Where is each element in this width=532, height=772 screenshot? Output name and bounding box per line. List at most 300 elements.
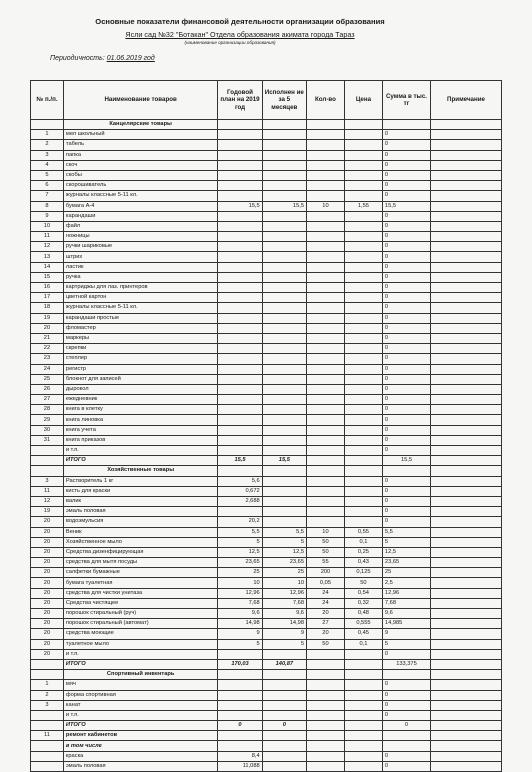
cell-sum: 0 (382, 252, 430, 262)
cell-plan (218, 283, 262, 293)
cell-plan (218, 170, 262, 180)
cell-plan: 15,5 (218, 456, 262, 466)
row-num: 19 (31, 313, 64, 323)
cell-qty (306, 517, 344, 527)
cell-exec: 15,5 (262, 456, 306, 466)
cell-exec (262, 232, 306, 242)
cell-note (431, 354, 502, 364)
row-num: 10 (31, 221, 64, 231)
cell-exec (262, 150, 306, 160)
cell-sum: 0 (382, 191, 430, 201)
table-row (31, 446, 502, 456)
cell-exec: 140,87 (262, 659, 306, 669)
cell-note (431, 374, 502, 384)
item-name: и т.п. (63, 446, 217, 456)
table-row (31, 181, 502, 191)
cell-price (344, 344, 382, 354)
cell-exec (262, 446, 306, 456)
cell-plan (218, 160, 262, 170)
cell-price (344, 323, 382, 333)
cell-sum: 0 (382, 476, 430, 486)
row-num: 23 (31, 354, 64, 364)
row-num: 5 (31, 170, 64, 180)
cell-note (431, 221, 502, 231)
cell-note (431, 130, 502, 140)
cell-exec (262, 191, 306, 201)
row-num: 30 (31, 425, 64, 435)
cell-price (344, 181, 382, 191)
cell-price (344, 395, 382, 405)
cell-note (431, 558, 502, 568)
cell-exec (262, 283, 306, 293)
cell-plan (218, 731, 262, 741)
row-num: 15 (31, 272, 64, 282)
col-header-sum: Сумма в тыс. тг (382, 81, 430, 120)
cell-sum: 0 (382, 374, 430, 384)
cell-note (431, 466, 502, 476)
cell-qty (306, 659, 344, 669)
cell-sum: 0 (382, 150, 430, 160)
cell-sum: 0 (382, 181, 430, 191)
item-name: мяч (63, 680, 217, 690)
cell-qty (306, 761, 344, 771)
cell-plan (218, 242, 262, 252)
cell-note (431, 731, 502, 741)
item-name: степлер (63, 354, 217, 364)
table-row (31, 384, 502, 394)
cell-note (431, 313, 502, 323)
cell-exec: 9 (262, 629, 306, 639)
period-label: Периодичность: (50, 55, 105, 62)
cell-price (344, 221, 382, 231)
row-num (31, 466, 64, 476)
cell-price: 0,54 (344, 588, 382, 598)
table-row (31, 496, 502, 506)
cell-sum: 0 (382, 395, 430, 405)
row-num (31, 670, 64, 680)
cell-sum (382, 120, 430, 130)
cell-price (344, 232, 382, 242)
row-num: 1 (31, 130, 64, 140)
cell-note (431, 435, 502, 445)
item-name: канат (63, 700, 217, 710)
cell-qty (306, 293, 344, 303)
cell-qty (306, 323, 344, 333)
cell-sum: 0 (382, 272, 430, 282)
item-name: цветной картон (63, 293, 217, 303)
row-num: 26 (31, 384, 64, 394)
cell-exec (262, 221, 306, 231)
col-header-name: Наименование товаров (63, 81, 217, 120)
item-name: регистр (63, 364, 217, 374)
cell-plan: 5 (218, 537, 262, 547)
row-num: 11 (31, 486, 64, 496)
row-num (31, 761, 64, 771)
cell-sum: 0 (382, 140, 430, 150)
cell-price: 0,555 (344, 619, 382, 629)
cell-sum (382, 731, 430, 741)
row-num: 25 (31, 374, 64, 384)
cell-note (431, 232, 502, 242)
cell-note (431, 333, 502, 343)
cell-price (344, 507, 382, 517)
row-num: 19 (31, 507, 64, 517)
item-name: карандаши простые (63, 313, 217, 323)
row-num: 24 (31, 364, 64, 374)
cell-plan (218, 700, 262, 710)
cell-qty (306, 690, 344, 700)
cell-qty (306, 486, 344, 496)
cell-sum: 0 (382, 283, 430, 293)
table-row (31, 272, 502, 282)
cell-plan (218, 211, 262, 221)
cell-qty (306, 272, 344, 282)
table-row (31, 731, 502, 741)
item-name: файл (63, 221, 217, 231)
cell-note (431, 710, 502, 720)
section-title: Хозяйственные товары (63, 466, 217, 476)
cell-plan (218, 649, 262, 659)
cell-price (344, 435, 382, 445)
cell-exec: 12,96 (262, 588, 306, 598)
table-body (31, 120, 502, 772)
cell-sum (382, 466, 430, 476)
cell-note (431, 140, 502, 150)
cell-note (431, 344, 502, 354)
cell-exec: 10 (262, 578, 306, 588)
cell-note (431, 476, 502, 486)
cell-note (431, 619, 502, 629)
cell-plan: 15,5 (218, 201, 262, 211)
cell-price: 0,1 (344, 537, 382, 547)
cell-plan: 5,6 (218, 476, 262, 486)
cell-price (344, 130, 382, 140)
cell-sum: 0 (382, 170, 430, 180)
item-name: эмаль половая (63, 761, 217, 771)
cell-note (431, 272, 502, 282)
row-num: 21 (31, 333, 64, 343)
cell-exec: 23,65 (262, 558, 306, 568)
cell-qty: 20 (306, 629, 344, 639)
cell-sum: 0 (382, 262, 430, 272)
table-row (31, 649, 502, 659)
cell-price (344, 496, 382, 506)
cell-exec (262, 405, 306, 415)
cell-exec (262, 120, 306, 130)
item-name: кисть для краски (63, 486, 217, 496)
cell-exec (262, 507, 306, 517)
cell-sum: 0 (382, 649, 430, 659)
item-name: ластик (63, 262, 217, 272)
cell-plan (218, 415, 262, 425)
item-name: картриджы для лаз. принтеров (63, 283, 217, 293)
row-num: 3 (31, 700, 64, 710)
table-row (31, 262, 502, 272)
table-row (31, 629, 502, 639)
cell-sum: 0 (382, 323, 430, 333)
cell-note (431, 690, 502, 700)
cell-qty (306, 415, 344, 425)
row-num (31, 710, 64, 720)
row-num (31, 721, 64, 731)
table-row (31, 558, 502, 568)
cell-price (344, 191, 382, 201)
cell-plan (218, 395, 262, 405)
cell-plan: 9 (218, 629, 262, 639)
cell-sum: 0 (382, 354, 430, 364)
cell-price (344, 659, 382, 669)
cell-sum: 25 (382, 568, 430, 578)
row-num: 20 (31, 619, 64, 629)
table-row (31, 364, 502, 374)
cell-note (431, 761, 502, 771)
table-row (31, 374, 502, 384)
row-num: 16 (31, 283, 64, 293)
cell-qty (306, 354, 344, 364)
cell-exec (262, 517, 306, 527)
cell-plan: 10 (218, 578, 262, 588)
table-row (31, 537, 502, 547)
cell-exec (262, 242, 306, 252)
cell-sum: 5 (382, 537, 430, 547)
cell-sum: 0 (382, 293, 430, 303)
table-row (31, 425, 502, 435)
cell-qty (306, 395, 344, 405)
cell-plan: 23,65 (218, 558, 262, 568)
cell-exec (262, 344, 306, 354)
cell-price (344, 700, 382, 710)
cell-plan: 11,088 (218, 761, 262, 771)
cell-exec (262, 303, 306, 313)
col-header-exec: Исполнен ие за 5 месяцев (262, 81, 306, 120)
cell-qty: 24 (306, 598, 344, 608)
item-name: салфетки бумажные (63, 568, 217, 578)
cell-note (431, 537, 502, 547)
cell-note (431, 242, 502, 252)
cell-sum: 0 (382, 486, 430, 496)
cell-sum: 5,5 (382, 527, 430, 537)
cell-note (431, 527, 502, 537)
table-row (31, 517, 502, 527)
total-row (31, 721, 502, 731)
cell-note (431, 262, 502, 272)
cell-qty (306, 262, 344, 272)
table-row (31, 476, 502, 486)
cell-sum: 0 (382, 313, 430, 323)
cell-qty (306, 446, 344, 456)
cell-exec (262, 425, 306, 435)
cell-sum: 0 (382, 364, 430, 374)
total-row (31, 456, 502, 466)
cell-exec (262, 486, 306, 496)
table-header-row (31, 81, 502, 120)
cell-qty (306, 425, 344, 435)
cell-qty (306, 242, 344, 252)
organization-name (40, 30, 440, 39)
table-row (31, 333, 502, 343)
row-num: 28 (31, 405, 64, 415)
cell-qty (306, 160, 344, 170)
table-row (31, 242, 502, 252)
cell-price (344, 415, 382, 425)
item-name: табель (63, 140, 217, 150)
cell-note (431, 680, 502, 690)
table-row (31, 761, 502, 771)
cell-exec: 7,68 (262, 598, 306, 608)
cell-qty (306, 150, 344, 160)
cell-sum: 133,375 (382, 659, 430, 669)
item-name: ручки шариковые (63, 242, 217, 252)
cell-qty (306, 731, 344, 741)
row-num: 8 (31, 201, 64, 211)
cell-sum: 15,5 (382, 456, 430, 466)
cell-plan (218, 191, 262, 201)
cell-exec: 5 (262, 639, 306, 649)
cell-exec (262, 252, 306, 262)
row-num: 17 (31, 293, 64, 303)
table-row (31, 221, 502, 231)
cell-exec (262, 140, 306, 150)
item-name: Веник (63, 527, 217, 537)
cell-exec (262, 649, 306, 659)
cell-plan: 14,98 (218, 619, 262, 629)
table-row (31, 252, 502, 262)
table-row (31, 415, 502, 425)
col-header-price: Цена (344, 81, 382, 120)
table-row (31, 527, 502, 537)
row-num: 20 (31, 547, 64, 557)
cell-sum: 12,96 (382, 588, 430, 598)
cell-price (344, 283, 382, 293)
row-num: 29 (31, 415, 64, 425)
table-row (31, 619, 502, 629)
cell-plan (218, 425, 262, 435)
cell-price (344, 384, 382, 394)
cell-qty (306, 364, 344, 374)
cell-price (344, 721, 382, 731)
cell-price: 0,48 (344, 609, 382, 619)
cell-exec (262, 751, 306, 761)
cell-price (344, 374, 382, 384)
cell-sum: 0 (382, 160, 430, 170)
cell-qty (306, 466, 344, 476)
table-row (31, 201, 502, 211)
cell-plan: 7,68 (218, 598, 262, 608)
cell-qty (306, 170, 344, 180)
item-name: фломастер (63, 323, 217, 333)
cell-plan (218, 130, 262, 140)
cell-qty: 24 (306, 588, 344, 598)
row-num: 7 (31, 191, 64, 201)
item-name: блокнот для записей (63, 374, 217, 384)
row-num: 2 (31, 690, 64, 700)
cell-sum: 0 (382, 751, 430, 761)
item-name: маркеры (63, 333, 217, 343)
organization-caption: (наименование организации образования) (184, 40, 276, 45)
total-label: ИТОГО (63, 721, 217, 731)
section-row (31, 670, 502, 680)
cell-sum: 12,5 (382, 547, 430, 557)
cell-note (431, 415, 502, 425)
cell-exec (262, 323, 306, 333)
cell-qty (306, 303, 344, 313)
table-row (31, 639, 502, 649)
cell-note (431, 170, 502, 180)
cell-sum: 23,65 (382, 558, 430, 568)
cell-exec (262, 435, 306, 445)
cell-plan: 12,5 (218, 547, 262, 557)
cell-plan (218, 466, 262, 476)
cell-price (344, 649, 382, 659)
cell-sum: 9 (382, 629, 430, 639)
cell-plan (218, 690, 262, 700)
item-name: книга приказов (63, 435, 217, 445)
cell-sum: 0 (382, 517, 430, 527)
total-row (31, 659, 502, 669)
cell-plan: 0,672 (218, 486, 262, 496)
cell-qty (306, 313, 344, 323)
cell-sum: 0 (382, 496, 430, 506)
row-num: 20 (31, 568, 64, 578)
cell-qty: 50 (306, 537, 344, 547)
item-name: валик (63, 496, 217, 506)
cell-sum: 0 (382, 680, 430, 690)
cell-price (344, 211, 382, 221)
item-name: бумага А-4 (63, 201, 217, 211)
cell-plan (218, 446, 262, 456)
cell-note (431, 496, 502, 506)
cell-exec: 25 (262, 568, 306, 578)
table-row (31, 680, 502, 690)
cell-plan (218, 293, 262, 303)
table-row (31, 486, 502, 496)
row-num: 20 (31, 578, 64, 588)
cell-price (344, 446, 382, 456)
item-name: Растворитель 1 кг (63, 476, 217, 486)
cell-exec: 15,5 (262, 201, 306, 211)
table-row (31, 547, 502, 557)
cell-sum: 0 (382, 405, 430, 415)
cell-note (431, 405, 502, 415)
cell-note (431, 700, 502, 710)
cell-sum: 9,6 (382, 609, 430, 619)
cell-price: 0,55 (344, 527, 382, 537)
item-name: ежедневник (63, 395, 217, 405)
cell-plan (218, 384, 262, 394)
cell-exec (262, 680, 306, 690)
cell-price (344, 710, 382, 720)
cell-exec (262, 466, 306, 476)
cell-sum: 0 (382, 344, 430, 354)
cell-exec: 5,5 (262, 527, 306, 537)
cell-note (431, 578, 502, 588)
row-num: 20 (31, 517, 64, 527)
row-num (31, 456, 64, 466)
cell-qty: 0,05 (306, 578, 344, 588)
cell-qty (306, 333, 344, 343)
item-name: туалетное мыло (63, 639, 217, 649)
document-title: Основные показатели финансовой деятельности организации образования (95, 17, 385, 26)
cell-qty (306, 670, 344, 680)
col-header-plan: Годовой план на 2019 год (218, 81, 262, 120)
cell-note (431, 120, 502, 130)
row-num: 11 (31, 232, 64, 242)
cell-price (344, 517, 382, 527)
item-name: бумага туалетная (63, 578, 217, 588)
row-num: 27 (31, 395, 64, 405)
cell-price (344, 751, 382, 761)
cell-plan (218, 354, 262, 364)
